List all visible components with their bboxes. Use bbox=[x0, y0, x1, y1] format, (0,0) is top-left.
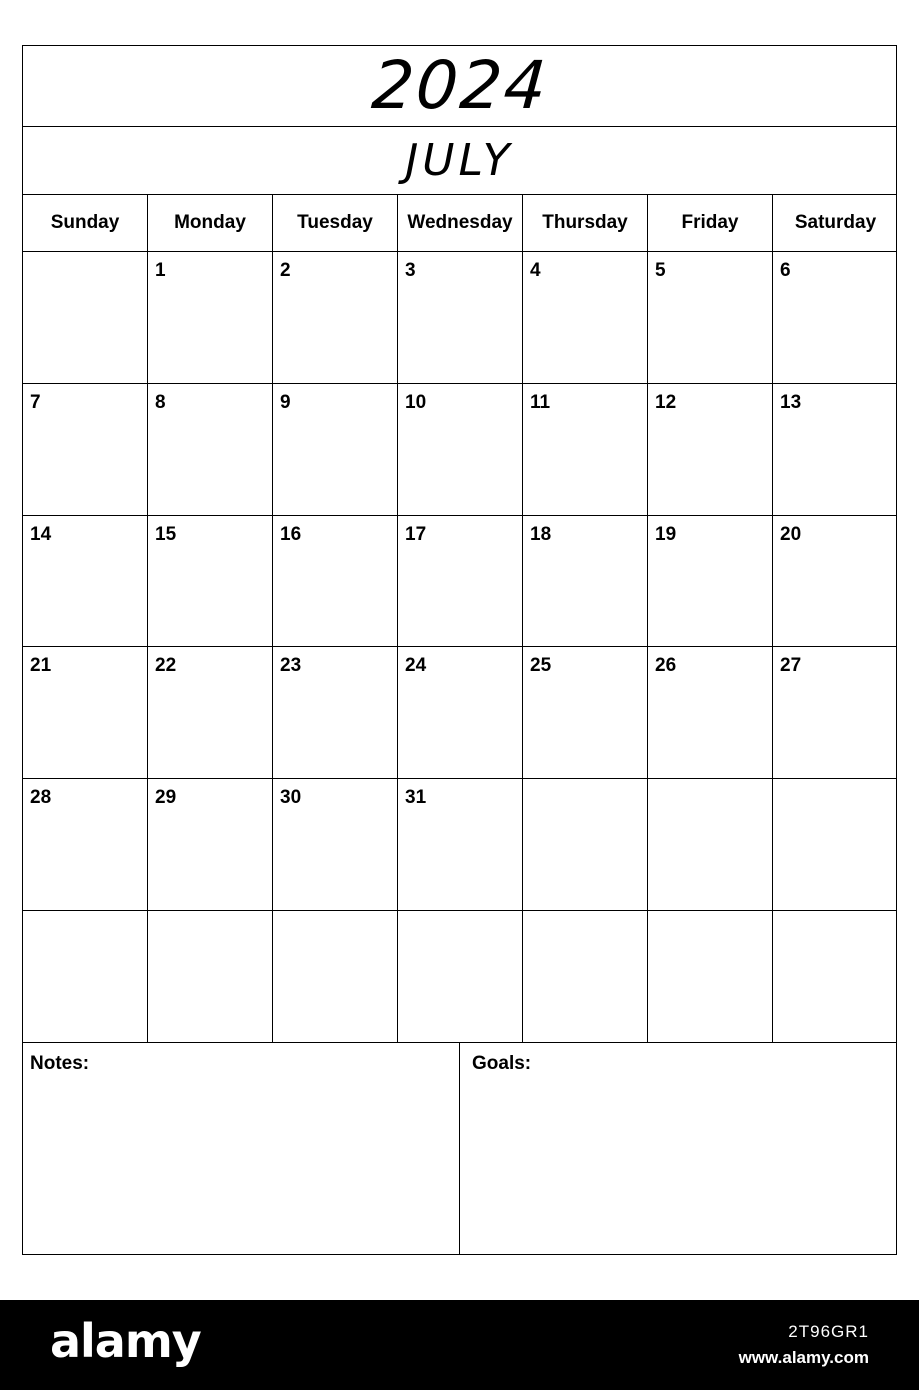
day-cell bbox=[523, 911, 648, 1042]
day-grid bbox=[23, 252, 896, 1043]
day-cell bbox=[523, 779, 648, 910]
day-cell bbox=[773, 779, 898, 910]
week-row bbox=[23, 911, 896, 1043]
day-cell bbox=[23, 779, 148, 910]
day-cell bbox=[773, 911, 898, 1042]
week-row bbox=[23, 779, 896, 911]
day-number: 31 bbox=[405, 787, 427, 809]
day-cell bbox=[23, 384, 148, 515]
day-number: 15 bbox=[155, 523, 177, 545]
day-number: 26 bbox=[655, 655, 677, 677]
notes-box bbox=[23, 1043, 460, 1254]
day-number: 18 bbox=[530, 523, 552, 545]
day-cell bbox=[773, 647, 898, 778]
day-number: 25 bbox=[530, 655, 552, 677]
brand-logo: alamy bbox=[50, 1314, 201, 1368]
weekday-sunday: Sunday bbox=[23, 195, 148, 251]
day-number: 13 bbox=[780, 391, 802, 413]
day-cell bbox=[148, 647, 273, 778]
day-number: 10 bbox=[405, 391, 427, 413]
goals-box bbox=[460, 1043, 896, 1254]
week-row bbox=[23, 252, 896, 384]
day-cell bbox=[148, 516, 273, 647]
day-cell bbox=[23, 911, 148, 1042]
day-cell bbox=[523, 252, 648, 383]
day-number: 28 bbox=[30, 787, 52, 809]
weekday-thursday: Thursday bbox=[523, 195, 648, 251]
day-number: 27 bbox=[780, 655, 802, 677]
day-cell bbox=[773, 384, 898, 515]
day-number: 4 bbox=[530, 260, 541, 281]
day-number: 29 bbox=[155, 787, 177, 809]
day-cell bbox=[398, 779, 523, 910]
year-header bbox=[23, 46, 896, 127]
day-number: 2 bbox=[280, 260, 291, 281]
day-number: 14 bbox=[30, 523, 52, 545]
day-cell bbox=[648, 911, 773, 1042]
weekday-header-row bbox=[23, 195, 896, 252]
day-number: 24 bbox=[405, 655, 427, 677]
day-number: 22 bbox=[155, 655, 177, 677]
day-number: 19 bbox=[655, 523, 677, 545]
day-number: 7 bbox=[30, 391, 41, 413]
year-title: 2024 bbox=[368, 47, 551, 124]
day-number: 8 bbox=[155, 391, 166, 413]
day-cell bbox=[23, 252, 148, 383]
weekday-monday: Monday bbox=[148, 195, 273, 251]
week-row bbox=[23, 384, 896, 516]
day-cell bbox=[398, 516, 523, 647]
day-cell bbox=[273, 516, 398, 647]
day-cell bbox=[398, 384, 523, 515]
weekday-saturday: Saturday bbox=[794, 212, 877, 233]
weekday-tuesday: Tuesday bbox=[273, 195, 398, 251]
day-number: 16 bbox=[280, 523, 302, 545]
day-cell bbox=[398, 911, 523, 1042]
day-number: 23 bbox=[280, 655, 302, 677]
day-cell bbox=[148, 911, 273, 1042]
day-number: 30 bbox=[280, 787, 302, 809]
calendar-sheet bbox=[22, 45, 897, 1255]
notes-label: Notes: bbox=[30, 1053, 90, 1074]
goals-label: Goals: bbox=[472, 1053, 532, 1074]
day-cell bbox=[523, 516, 648, 647]
day-number: 11 bbox=[530, 391, 551, 413]
day-cell bbox=[23, 516, 148, 647]
image-id: 2T96GR1 bbox=[788, 1322, 869, 1341]
day-cell bbox=[648, 384, 773, 515]
day-number: 5 bbox=[655, 260, 666, 281]
day-cell bbox=[148, 384, 273, 515]
day-cell bbox=[148, 779, 273, 910]
day-cell bbox=[398, 647, 523, 778]
day-cell bbox=[773, 516, 898, 647]
month-header bbox=[23, 127, 896, 195]
day-number: 21 bbox=[30, 655, 52, 677]
day-cell bbox=[398, 252, 523, 383]
day-cell bbox=[148, 252, 273, 383]
day-number: 9 bbox=[280, 391, 291, 413]
day-cell bbox=[648, 779, 773, 910]
day-number: 3 bbox=[405, 260, 416, 281]
site-url: www.alamy.com bbox=[738, 1348, 869, 1367]
day-cell bbox=[273, 647, 398, 778]
day-cell bbox=[273, 252, 398, 383]
day-cell bbox=[273, 384, 398, 515]
day-cell bbox=[648, 516, 773, 647]
weekday-friday: Friday bbox=[648, 195, 773, 251]
day-cell bbox=[523, 647, 648, 778]
day-number: 6 bbox=[780, 260, 791, 281]
watermark-bar bbox=[0, 1300, 919, 1390]
month-title: JULY bbox=[405, 134, 514, 186]
week-row bbox=[23, 647, 896, 779]
week-row bbox=[23, 516, 896, 648]
weekday-wednesday: Wednesday bbox=[398, 195, 523, 251]
day-cell bbox=[273, 911, 398, 1042]
day-cell bbox=[648, 647, 773, 778]
day-cell bbox=[273, 779, 398, 910]
day-cell bbox=[523, 384, 648, 515]
day-number: 1 bbox=[155, 260, 166, 281]
day-number: 17 bbox=[405, 523, 427, 545]
day-cell bbox=[23, 647, 148, 778]
day-cell bbox=[773, 252, 898, 383]
day-number: 12 bbox=[655, 391, 677, 413]
day-cell bbox=[648, 252, 773, 383]
day-number: 20 bbox=[780, 523, 802, 545]
footer-section bbox=[23, 1043, 896, 1254]
